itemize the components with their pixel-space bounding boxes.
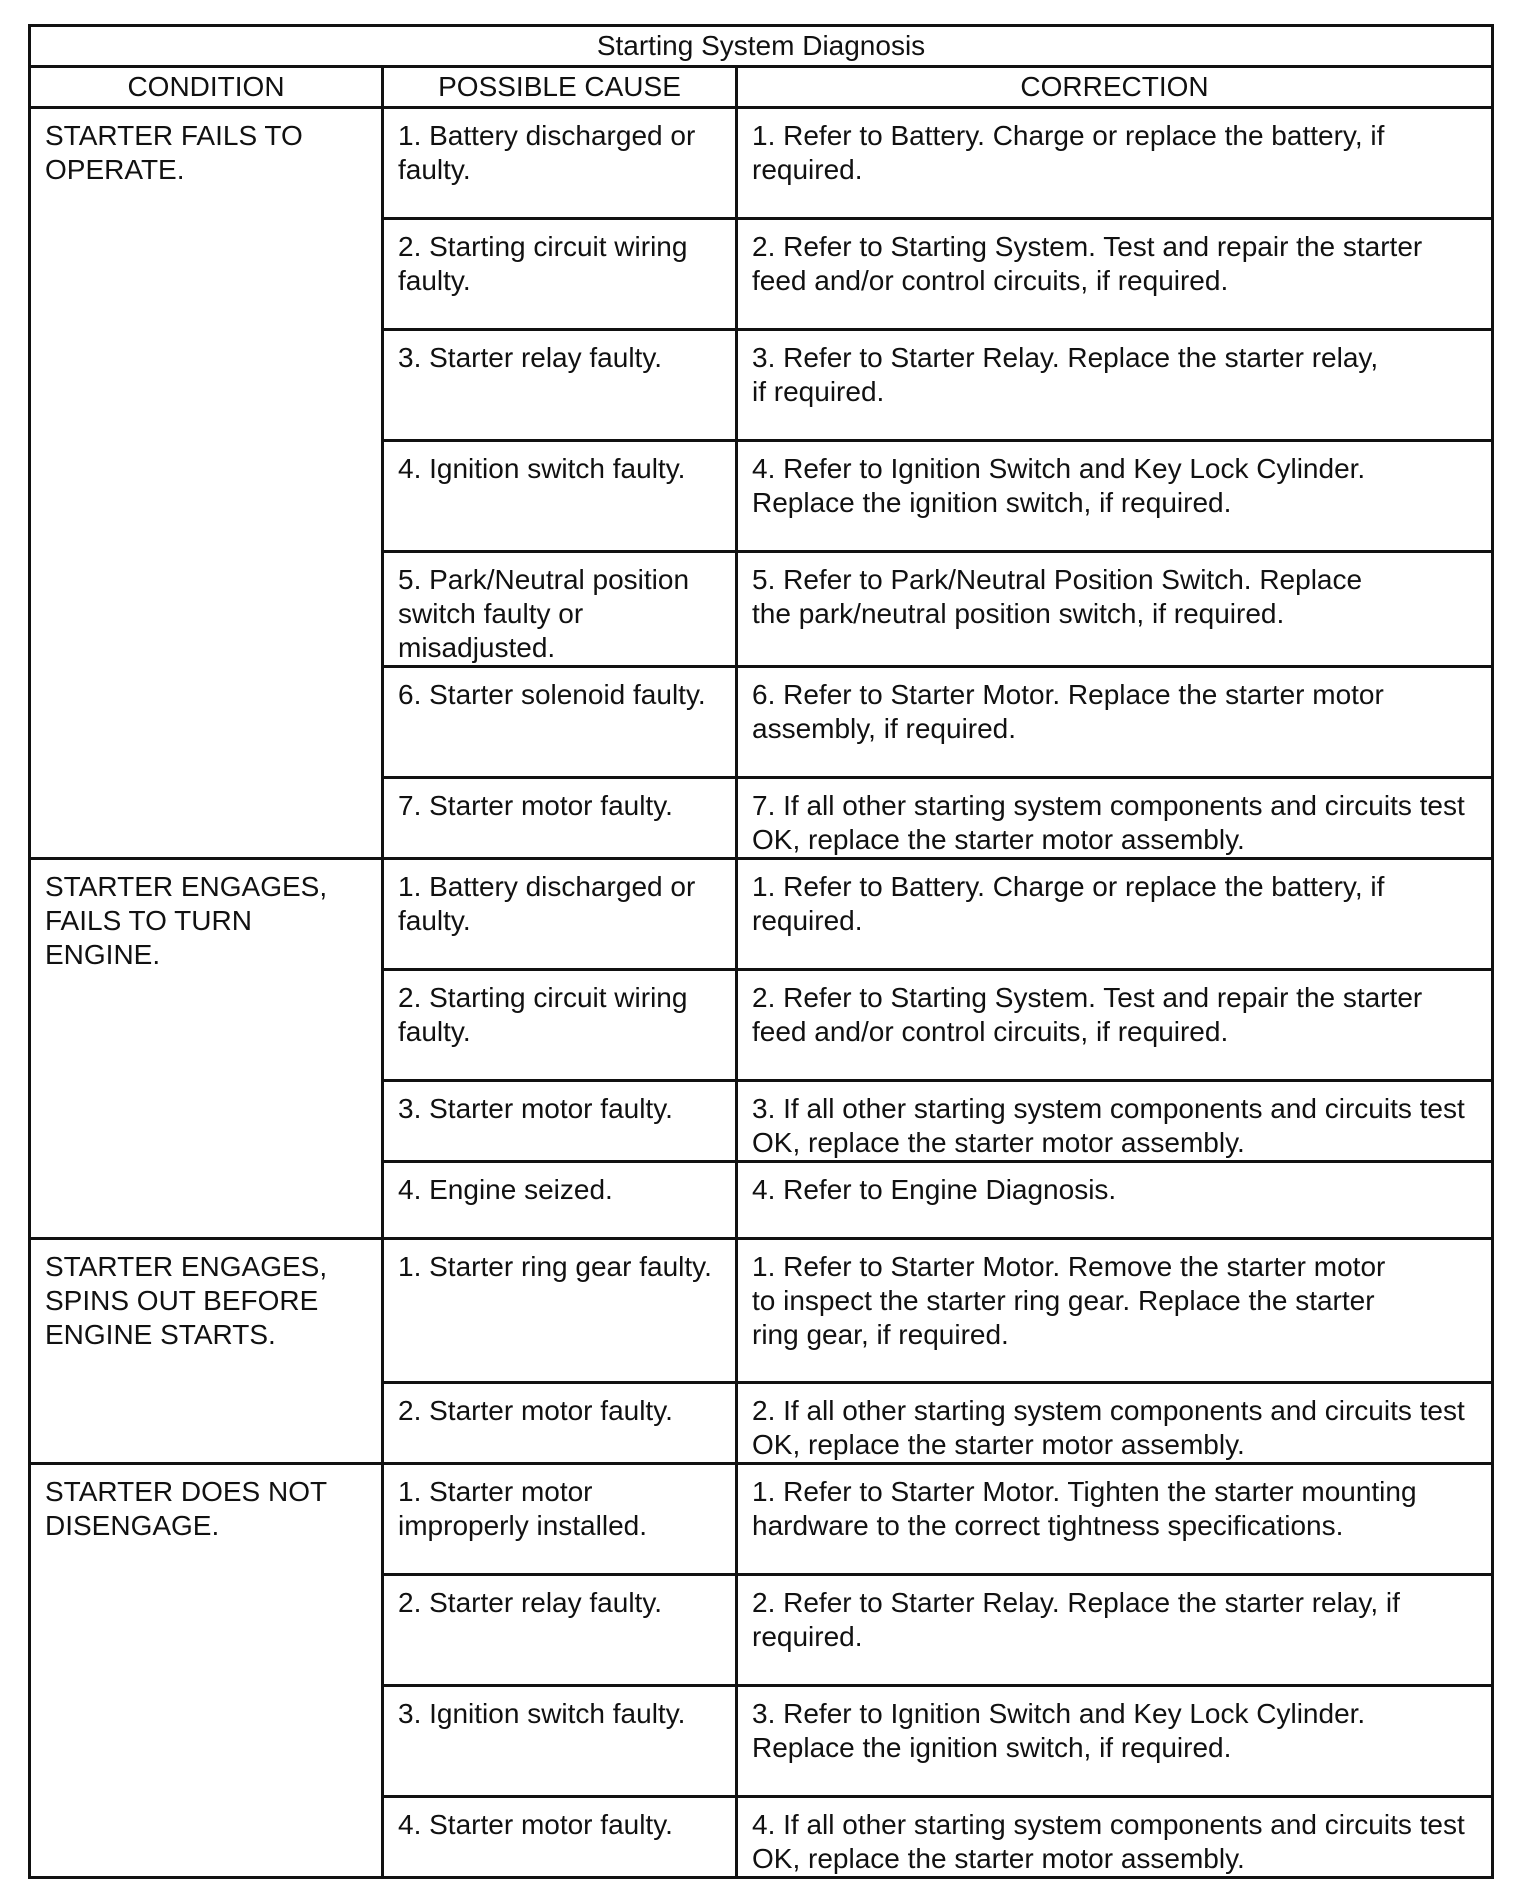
correction-cell — [737, 1162, 1493, 1239]
condition-cell — [30, 108, 383, 859]
table-title: Starting System Diagnosis — [30, 26, 1493, 67]
cause-cell — [383, 108, 737, 219]
table-row — [30, 1464, 1493, 1575]
cause-cell — [383, 1464, 737, 1575]
correction-text: 2. Refer to Starting System. Test and repair the starter feed and/or control circuits, if required. — [752, 982, 1423, 1047]
cause-cell — [383, 330, 737, 441]
correction-cell — [737, 108, 1493, 219]
cause-cell — [383, 1239, 737, 1383]
correction-cell — [737, 859, 1493, 970]
correction-text: 4. Refer to Ignition Switch and Key Lock Cylinder. Replace the ignition switch, if required. — [752, 453, 1366, 518]
correction-cell — [737, 778, 1493, 859]
cause-cell — [383, 1686, 737, 1797]
correction-cell — [737, 330, 1493, 441]
correction-cell — [737, 1686, 1493, 1797]
cause-cell — [383, 1162, 737, 1239]
cause-text: 1. Battery discharged or faulty. — [398, 120, 696, 185]
cause-text: 7. Starter motor faulty. — [398, 790, 673, 821]
condition-cell — [30, 1239, 383, 1464]
header-row — [30, 67, 1493, 108]
correction-cell — [737, 1575, 1493, 1686]
correction-text: 5. Refer to Park/Neutral Position Switch. Replace the park/neutral position switch, if required. — [752, 564, 1363, 629]
correction-cell — [737, 1239, 1493, 1383]
correction-text: 2. If all other starting system components and circuits test OK, replace the starter motor assembly. — [752, 1395, 1465, 1460]
cause-cell — [383, 441, 737, 552]
cause-cell — [383, 1081, 737, 1162]
correction-cell — [737, 1081, 1493, 1162]
table-row — [30, 1239, 1493, 1383]
correction-cell — [737, 970, 1493, 1081]
cause-text: 3. Starter motor faulty. — [398, 1093, 673, 1124]
cause-cell — [383, 778, 737, 859]
diagnosis-table — [28, 24, 1494, 1879]
condition-text: STARTER ENGAGES, SPINS OUT BEFORE ENGINE STARTS. — [45, 1251, 328, 1350]
cause-text: 2. Starting circuit wiring faulty. — [398, 982, 688, 1047]
cause-cell — [383, 1797, 737, 1878]
cause-cell — [383, 667, 737, 778]
condition-cell — [30, 1464, 383, 1878]
condition-text: STARTER ENGAGES, FAILS TO TURN ENGINE. — [45, 871, 328, 970]
correction-cell — [737, 1464, 1493, 1575]
cause-text: 5. Park/Neutral position switch faulty or misadjusted. — [398, 564, 690, 663]
correction-text: 6. Refer to Starter Motor. Replace the starter motor assembly, if required. — [752, 679, 1384, 744]
header-correction: CORRECTION — [737, 67, 1493, 108]
correction-text: 2. Refer to Starter Relay. Replace the starter relay, if required. — [752, 1587, 1400, 1652]
correction-text: 1. Refer to Starter Motor. Remove the starter motor to inspect the starter ring gear. Replace the starter ring gear, if required. — [752, 1251, 1386, 1350]
cause-text: 6. Starter solenoid faulty. — [398, 679, 706, 710]
correction-text: 3. Refer to Starter Relay. Replace the starter relay, if required. — [752, 342, 1379, 407]
correction-cell — [737, 1383, 1493, 1464]
correction-text: 4. Refer to Engine Diagnosis. — [752, 1174, 1117, 1205]
correction-text: 3. Refer to Ignition Switch and Key Lock Cylinder. Replace the ignition switch, if required. — [752, 1698, 1366, 1763]
correction-cell — [737, 441, 1493, 552]
cause-text: 2. Starting circuit wiring faulty. — [398, 231, 688, 296]
cause-cell — [383, 1383, 737, 1464]
table-body — [30, 108, 1493, 1878]
correction-cell — [737, 219, 1493, 330]
correction-text: 3. If all other starting system components and circuits test OK, replace the starter motor assembly. — [752, 1093, 1465, 1158]
correction-text: 1. Refer to Battery. Charge or replace the battery, if required. — [752, 871, 1385, 936]
correction-text: 1. Refer to Starter Motor. Tighten the starter mounting hardware to the correct tightness specifications. — [752, 1476, 1417, 1541]
title-row — [30, 26, 1493, 67]
header-possible-cause: POSSIBLE CAUSE — [383, 67, 737, 108]
cause-text: 4. Engine seized. — [398, 1174, 613, 1205]
correction-text: 7. If all other starting system components and circuits test OK, replace the starter motor assembly. — [752, 790, 1465, 855]
table-row — [30, 859, 1493, 970]
correction-cell — [737, 667, 1493, 778]
cause-cell — [383, 219, 737, 330]
cause-text: 4. Ignition switch faulty. — [398, 453, 686, 484]
correction-text: 2. Refer to Starting System. Test and repair the starter feed and/or control circuits, if required. — [752, 231, 1423, 296]
condition-text: STARTER FAILS TO OPERATE. — [45, 120, 303, 185]
header-condition: CONDITION — [30, 67, 383, 108]
cause-text: 1. Battery discharged or faulty. — [398, 871, 696, 936]
cause-cell — [383, 552, 737, 667]
cause-text: 4. Starter motor faulty. — [398, 1809, 673, 1840]
correction-cell — [737, 1797, 1493, 1878]
condition-cell — [30, 859, 383, 1239]
cause-text: 2. Starter relay faulty. — [398, 1587, 663, 1618]
cause-cell — [383, 1575, 737, 1686]
table-row — [30, 108, 1493, 219]
cause-text: 1. Starter ring gear faulty. — [398, 1251, 712, 1282]
correction-text: 1. Refer to Battery. Charge or replace the battery, if required. — [752, 120, 1385, 185]
cause-text: 3. Ignition switch faulty. — [398, 1698, 686, 1729]
cause-text: 1. Starter motor improperly installed. — [398, 1476, 647, 1541]
cause-cell — [383, 970, 737, 1081]
cause-cell — [383, 859, 737, 970]
correction-cell — [737, 552, 1493, 667]
cause-text: 3. Starter relay faulty. — [398, 342, 663, 373]
correction-text: 4. If all other starting system components and circuits test OK, replace the starter motor assembly. — [752, 1809, 1465, 1874]
cause-text: 2. Starter motor faulty. — [398, 1395, 673, 1426]
condition-text: STARTER DOES NOT DISENGAGE. — [45, 1476, 328, 1541]
